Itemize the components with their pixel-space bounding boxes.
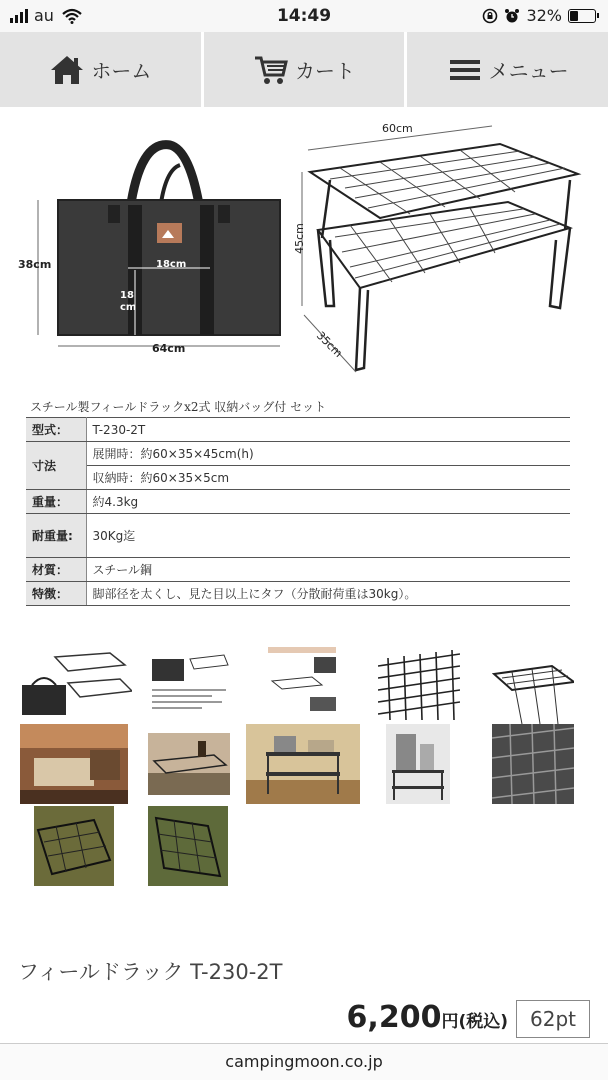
rack-height-label: 45cm (292, 223, 306, 254)
menu-icon (447, 53, 483, 87)
battery-percent: 32% (526, 6, 562, 25)
price-unit: 円(税込) (441, 1012, 508, 1032)
gallery-thumb-4[interactable] (378, 648, 460, 720)
spec-header: 重量： (26, 490, 86, 514)
spec-header: 耐重量: (26, 514, 86, 558)
product-title: フィールドラック T-230-2T (18, 960, 283, 984)
spec-value: 脚部径を太くし、見た目以上にタフ（分散耐荷重は30kg）。 (86, 582, 570, 606)
rack-depth-label: 35cm (313, 329, 345, 360)
spec-row-weight (26, 490, 570, 514)
url-domain: campingmoon.co.jp (225, 1052, 383, 1071)
spec-table (26, 417, 570, 606)
gallery-thumb-2[interactable] (148, 645, 230, 717)
gallery-thumb-6[interactable] (20, 724, 128, 804)
spec-header: 材質： (26, 558, 86, 582)
points-badge: 62pt (516, 1000, 590, 1038)
gallery-thumb-7[interactable] (148, 733, 230, 795)
url-bar[interactable] (0, 1043, 608, 1080)
battery-fill (570, 11, 578, 21)
nav-cart-label: カート (295, 59, 355, 83)
spec-value: スチール鋼 (86, 558, 570, 582)
clock: 14:49 (276, 6, 332, 26)
gallery-thumb-11[interactable] (34, 806, 114, 886)
spec-value: 収納時：約60×35×5cm (86, 466, 570, 490)
nav-cart[interactable] (204, 32, 408, 107)
spec-figure (0, 110, 608, 390)
rotation-lock-icon (482, 8, 498, 24)
battery-icon (568, 9, 596, 23)
spec-header: 寸法 (26, 442, 86, 490)
carrier-label: au (34, 6, 54, 25)
bag-width-label: 64cm (152, 342, 186, 355)
nav-menu[interactable] (407, 32, 608, 107)
spec-caption: スチール製フィールドラックx2式 収納バッグ付 セット (30, 400, 327, 414)
bag-inner-width-label: 18cm (156, 259, 187, 270)
status-bar (0, 0, 608, 32)
bag-height-label: 38cm (18, 258, 52, 271)
spec-row-model (26, 418, 570, 442)
price (347, 1000, 508, 1035)
gallery-thumb-12[interactable] (148, 806, 228, 886)
rack-width-label: 60cm (382, 122, 413, 135)
home-icon (49, 53, 85, 87)
spec-header: 特徴： (26, 582, 86, 606)
gallery-thumb-8[interactable] (246, 724, 360, 804)
alarm-icon (504, 8, 520, 24)
gallery-thumb-5[interactable] (492, 664, 574, 724)
spec-value: 約4.3kg (86, 490, 570, 514)
spec-row-dimensions (26, 442, 570, 466)
nav-home-label: ホーム (91, 59, 152, 83)
gallery-thumb-10[interactable] (492, 724, 574, 804)
price-value: 6,200 (346, 1000, 442, 1035)
spec-value: 30Kg迄 (86, 514, 570, 558)
nav-menu-label: メニュー (488, 59, 569, 83)
spec-value: T-230-2T (86, 418, 570, 442)
bag-inner-depth-label: 18 cm (120, 290, 137, 313)
gallery-thumb-1[interactable] (20, 645, 132, 717)
spec-row-feature (26, 582, 570, 606)
spec-row-dimensions-folded (26, 466, 570, 490)
nav-home[interactable] (0, 32, 204, 107)
spec-row-material (26, 558, 570, 582)
spec-header: 型式： (26, 418, 86, 442)
top-nav (0, 32, 608, 107)
gallery-thumb-9[interactable] (386, 724, 450, 804)
spec-row-load (26, 514, 570, 558)
gallery-thumb-3[interactable] (262, 645, 342, 717)
spec-value: 展開時：約60×35×45cm(h) (86, 442, 570, 466)
cart-icon (253, 53, 289, 87)
